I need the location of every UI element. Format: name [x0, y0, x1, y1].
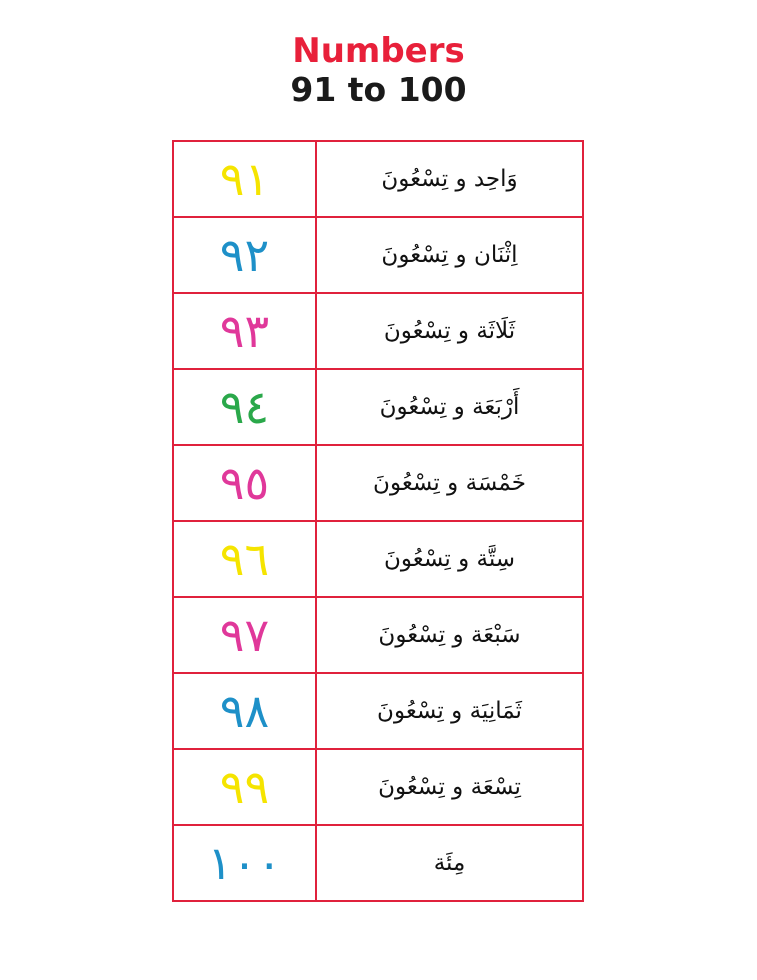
arabic-numeral: ٩٥ [219, 456, 270, 510]
table-row [173, 369, 583, 445]
arabic-numeral: ٩٩ [219, 760, 270, 814]
word-cell [316, 673, 583, 749]
numeral-cell [173, 749, 316, 825]
table-row [173, 217, 583, 293]
numeral-cell [173, 597, 316, 673]
numeral-cell [173, 217, 316, 293]
arabic-number-word: تِسْعَة و تِسْعُونَ [378, 774, 521, 800]
word-cell [316, 369, 583, 445]
table-row [173, 825, 583, 901]
arabic-number-word: سِتَّة و تِسْعُونَ [383, 546, 516, 572]
table-row [173, 293, 583, 369]
arabic-numeral: ٩٦ [219, 532, 270, 586]
arabic-number-word: سَبْعَة و تِسْعُونَ [378, 622, 521, 648]
table-row [173, 673, 583, 749]
arabic-number-word: مِئَة [433, 850, 466, 876]
numeral-cell [173, 445, 316, 521]
arabic-numeral: ٩٨ [219, 684, 270, 738]
arabic-number-word: اِثْنَان و تِسْعُونَ [381, 242, 518, 268]
numeral-cell [173, 141, 316, 217]
table-row [173, 749, 583, 825]
numeral-cell [173, 293, 316, 369]
word-cell [316, 293, 583, 369]
page-subtitle: 91 to 100 [290, 70, 467, 109]
arabic-number-word: ثَمَانِيَة و تِسْعُونَ [377, 698, 522, 724]
table-row [173, 445, 583, 521]
word-cell [316, 521, 583, 597]
arabic-numeral: ٩١ [219, 152, 270, 206]
word-cell [316, 749, 583, 825]
arabic-number-word: أَرْبَعَة و تِسْعُونَ [379, 394, 520, 420]
arabic-numeral: ٩٣ [219, 304, 270, 358]
arabic-number-word: وَاحِد و تِسْعُونَ [381, 166, 518, 192]
word-cell [316, 597, 583, 673]
numeral-cell [173, 521, 316, 597]
word-cell [316, 217, 583, 293]
word-cell [316, 141, 583, 217]
numeral-cell [173, 825, 316, 901]
word-cell [316, 825, 583, 901]
table-row [173, 141, 583, 217]
numeral-cell [173, 369, 316, 445]
arabic-number-word: ثَلَاثَة و تِسْعُونَ [383, 318, 516, 344]
arabic-numeral: ١٠٠ [207, 836, 282, 890]
word-cell [316, 445, 583, 521]
numeral-cell [173, 673, 316, 749]
numbers-table [172, 140, 584, 902]
page-title: Numbers [292, 31, 465, 71]
arabic-numeral: ٩٧ [219, 608, 270, 662]
table-row [173, 521, 583, 597]
arabic-number-word: خَمْسَة و تِسْعُونَ [373, 470, 526, 496]
arabic-numeral: ٩٤ [219, 380, 270, 434]
arabic-numeral: ٩٢ [219, 228, 270, 282]
table-row [173, 597, 583, 673]
